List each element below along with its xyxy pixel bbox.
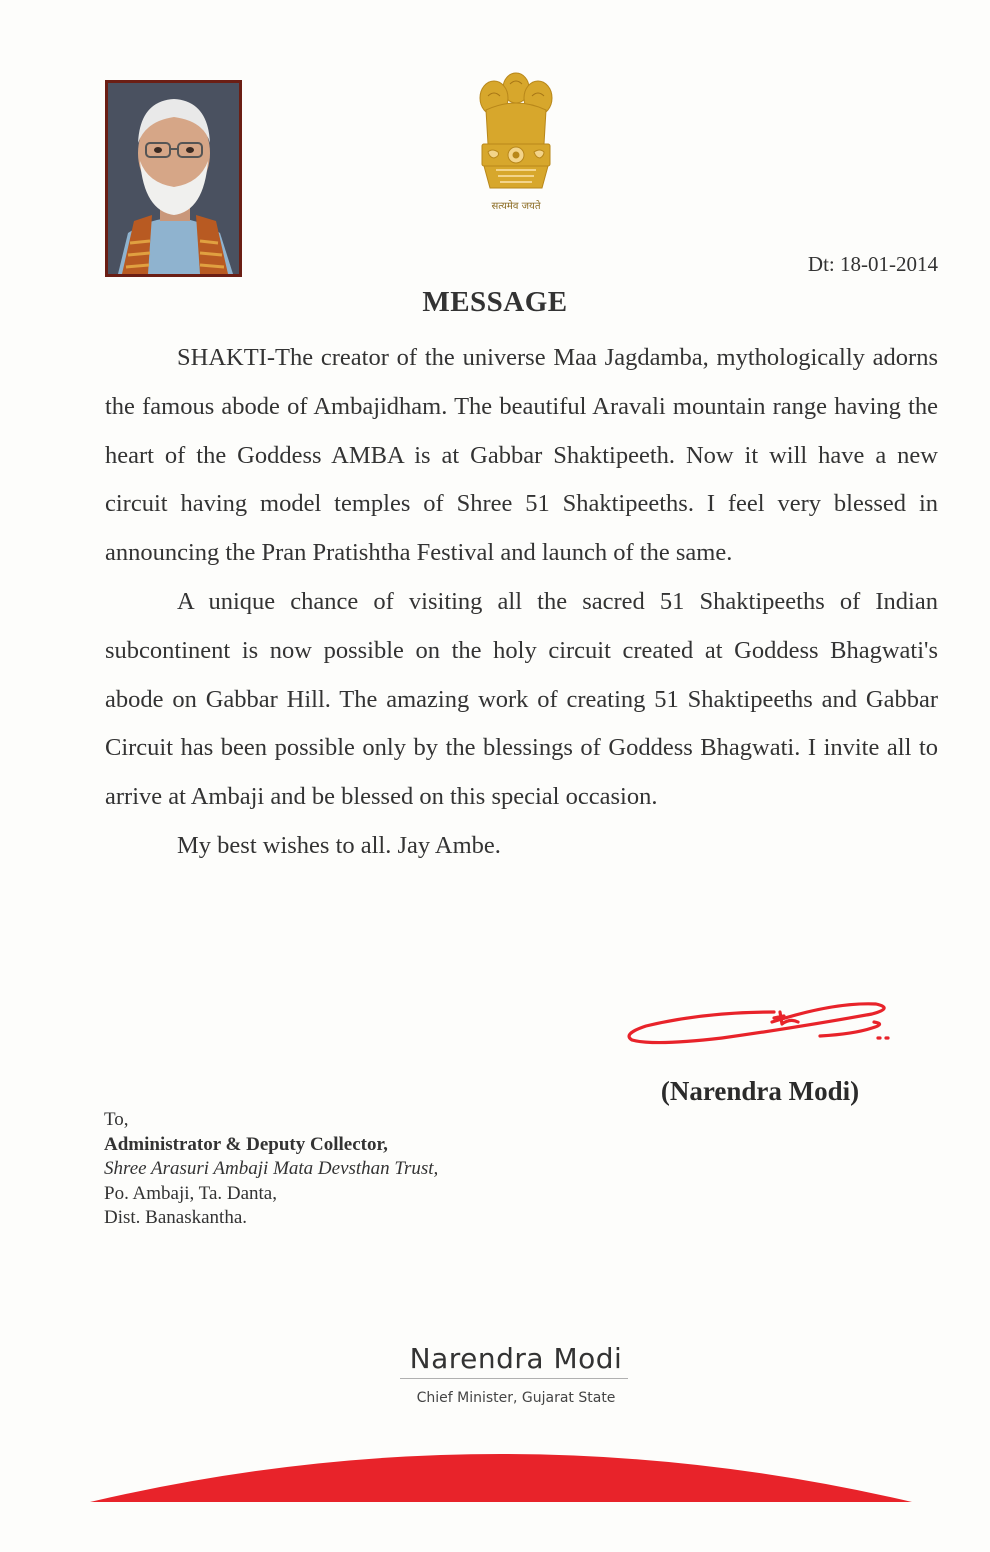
footer-red-arc [0, 1426, 990, 1502]
message-paragraph: My best wishes to all. Jay Ambe. [177, 831, 501, 859]
address-salutation: To, [104, 1109, 129, 1130]
address-designation: Administrator & Deputy Collector, [104, 1133, 388, 1155]
signer-name: (Narendra Modi) [660, 1076, 860, 1106]
national-emblem-icon [468, 66, 564, 220]
emblem-motto: सत्यमेव जयते [491, 201, 541, 212]
message-paragraph: A unique chance of visiting all the sacred 51 Shaktipeeths of Indian subcontinent is now possible on the holy circuit created at Goddess Bhagwati's abode on Gabbar Hill. The amazing work of creating 51 Shaktipeeths and Gabbar Circuit has been possible only by the blessings of Goddess Bhagwati. I invite all to arrive at Ambaji and be blessed on this special occasion. [105, 587, 938, 811]
footer-title: Chief Minister, Gujarat State [416, 1390, 616, 1406]
address-line: Po. Ambaji, Ta. Danta, [104, 1182, 277, 1204]
signature-icon [624, 988, 894, 1060]
footer-divider [400, 1378, 628, 1379]
address-organization: Shree Arasuri Ambaji Mata Devsthan Trust, [104, 1158, 439, 1179]
letter-date: Dt: 18-01-2014 [807, 252, 938, 276]
portrait-photo [105, 80, 242, 277]
address-line: Dist. Banaskantha. [104, 1207, 248, 1228]
message-paragraph: SHAKTI-The creator of the universe Maa Jagdamba, mythologically adorns the famous abode of Ambajidham. The beautiful Aravali mountain range having the heart of the Goddess AMBA is at Gabbar Shaktipeeth. Now it will have a new circuit having model temples of Shree 51 Shaktipeeths. I feel very blessed in announcing the Pran Pratishtha Festival and launch of the same. [105, 344, 938, 567]
footer-name: Narendra Modi [409, 1342, 623, 1375]
page-title: MESSAGE [422, 286, 568, 318]
recipient-address [104, 1108, 438, 1231]
message-body [105, 334, 938, 871]
